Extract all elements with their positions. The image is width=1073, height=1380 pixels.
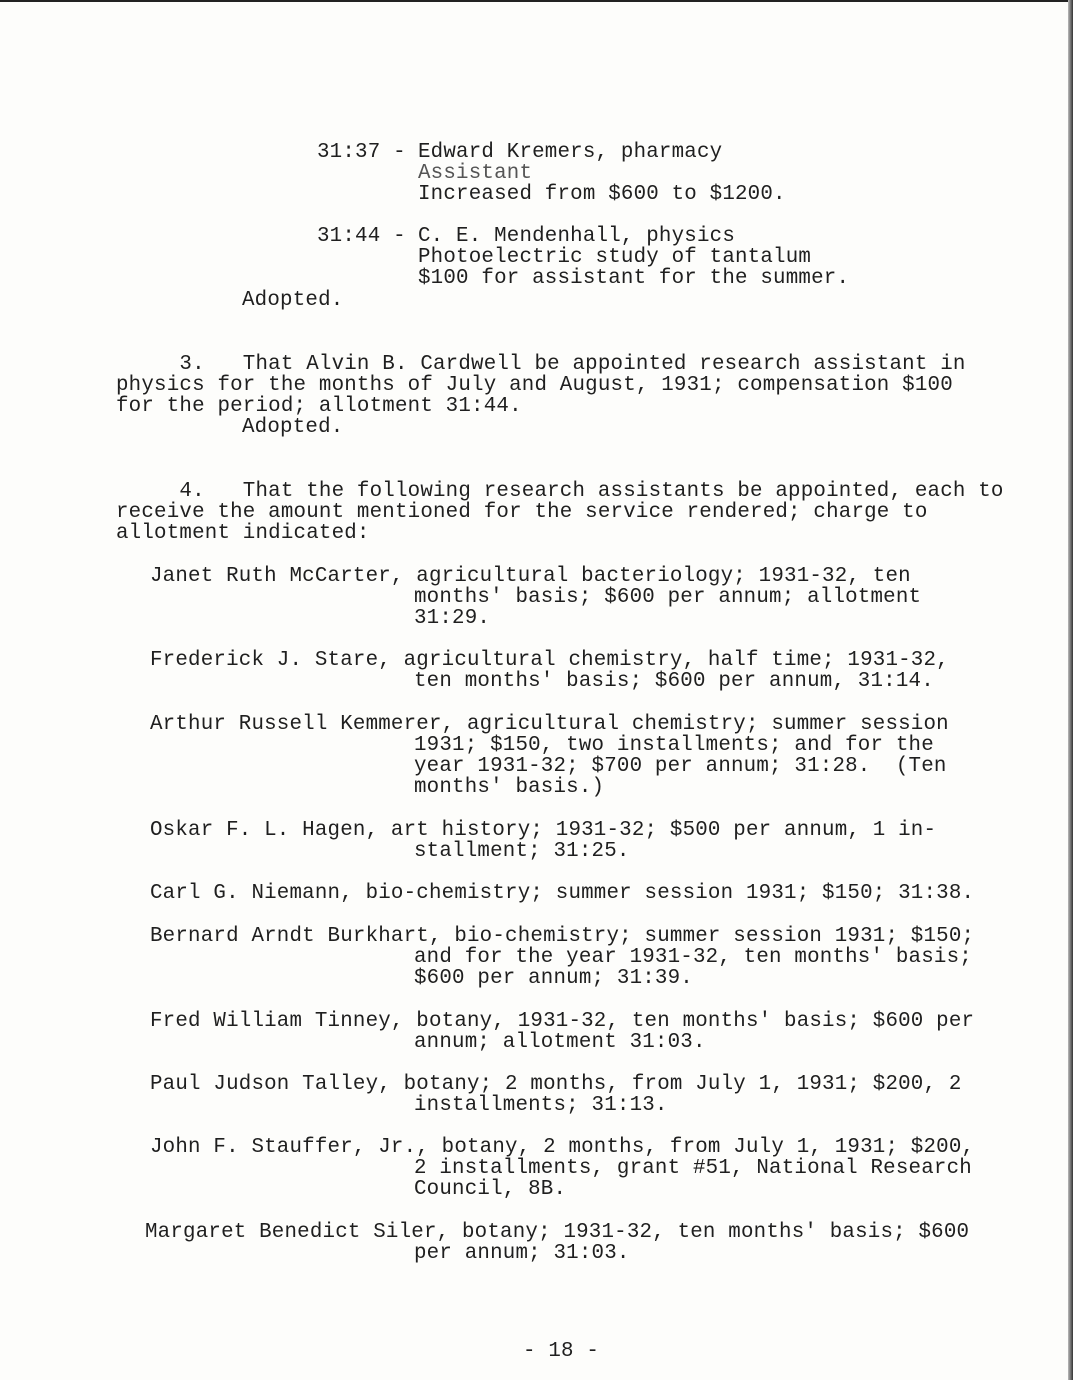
scan-top-edge xyxy=(0,0,1073,2)
assistant-entry-line: Margaret Benedict Siler, botany; 1931-32, ten months' basis; $600 xyxy=(145,1221,970,1244)
assistant-entry-line: installments; 31:13. xyxy=(414,1094,668,1117)
allotment-line: $100 for assistant for the summer. xyxy=(418,267,850,290)
assistant-entry-line: year 1931-32; $700 per annum; 31:28. (Ten xyxy=(414,755,947,778)
assistant-entry-line: Paul Judson Talley, botany; 2 months, from July 1, 1931; $200, 2 xyxy=(150,1073,962,1096)
item3-line: 3. That Alvin B. Cardwell be appointed research assistant in xyxy=(116,353,966,376)
assistant-entry-line: 31:29. xyxy=(414,607,491,630)
assistant-entry-line: Council, 8B. xyxy=(414,1178,567,1201)
allotment-line: C. E. Mendenhall, physics xyxy=(418,225,736,248)
adopted-note: Adopted. xyxy=(242,416,344,439)
page-number: - 18 - xyxy=(523,1340,600,1363)
assistant-entry-line: annum; allotment 31:03. xyxy=(414,1031,706,1054)
adopted-note: Adopted. xyxy=(242,289,344,312)
assistant-entry-line: per annum; 31:03. xyxy=(414,1242,630,1265)
assistant-entry-line: stallment; 31:25. xyxy=(414,840,630,863)
item4-line: allotment indicated: xyxy=(116,522,370,545)
allotment-line: Photoelectric study of tantalum xyxy=(418,246,812,269)
allotment-code: 31:37 - xyxy=(317,141,406,164)
assistant-entry-line: Oskar F. L. Hagen, art history; 1931-32; $500 per annum, 1 in- xyxy=(150,819,937,842)
item3-line: for the period; allotment 31:44. xyxy=(116,395,522,418)
scan-right-edge xyxy=(1068,0,1073,1380)
assistant-entry-line: $600 per annum; 31:39. xyxy=(414,967,693,990)
assistant-entry-line: months' basis.) xyxy=(414,776,605,799)
item3-line: physics for the months of July and August, 1931; compensation $100 xyxy=(116,374,953,397)
assistant-entry-line: Bernard Arndt Burkhart, bio-chemistry; summer session 1931; $150; xyxy=(150,925,975,948)
item4-line: 4. That the following research assistants be appointed, each to xyxy=(116,480,1004,503)
assistant-entry-line: Arthur Russell Kemmerer, agricultural chemistry; summer session xyxy=(150,713,949,736)
allotment-line: Increased from $600 to $1200. xyxy=(418,183,786,206)
assistant-entry-line: and for the year 1931-32, ten months' basis; xyxy=(414,946,972,969)
item4-line: receive the amount mentioned for the service rendered; charge to xyxy=(116,501,928,524)
assistant-entry-line: Carl G. Niemann, bio-chemistry; summer session 1931; $150; 31:38. xyxy=(150,882,975,905)
assistant-entry-line: Janet Ruth McCarter, agricultural bacteriology; 1931-32, ten xyxy=(150,565,911,588)
allotment-code: 31:44 - xyxy=(317,225,406,248)
assistant-entry-line: Fred William Tinney, botany, 1931-32, ten months' basis; $600 per xyxy=(150,1010,975,1033)
allotment-line: Assistant xyxy=(418,162,533,185)
assistant-entry-line: months' basis; $600 per annum; allotment xyxy=(414,586,922,609)
assistant-entry-line: ten months' basis; $600 per annum, 31:14. xyxy=(414,670,934,693)
allotment-line: Edward Kremers, pharmacy xyxy=(418,141,723,164)
assistant-entry-line: John F. Stauffer, Jr., botany, 2 months, from July 1, 1931; $200, xyxy=(150,1136,975,1159)
assistant-entry-line: Frederick J. Stare, agricultural chemistry, half time; 1931-32, xyxy=(150,649,949,672)
assistant-entry-line: 2 installments, grant #51, National Research xyxy=(414,1157,972,1180)
assistant-entry-line: 1931; $150, two installments; and for the xyxy=(414,734,934,757)
